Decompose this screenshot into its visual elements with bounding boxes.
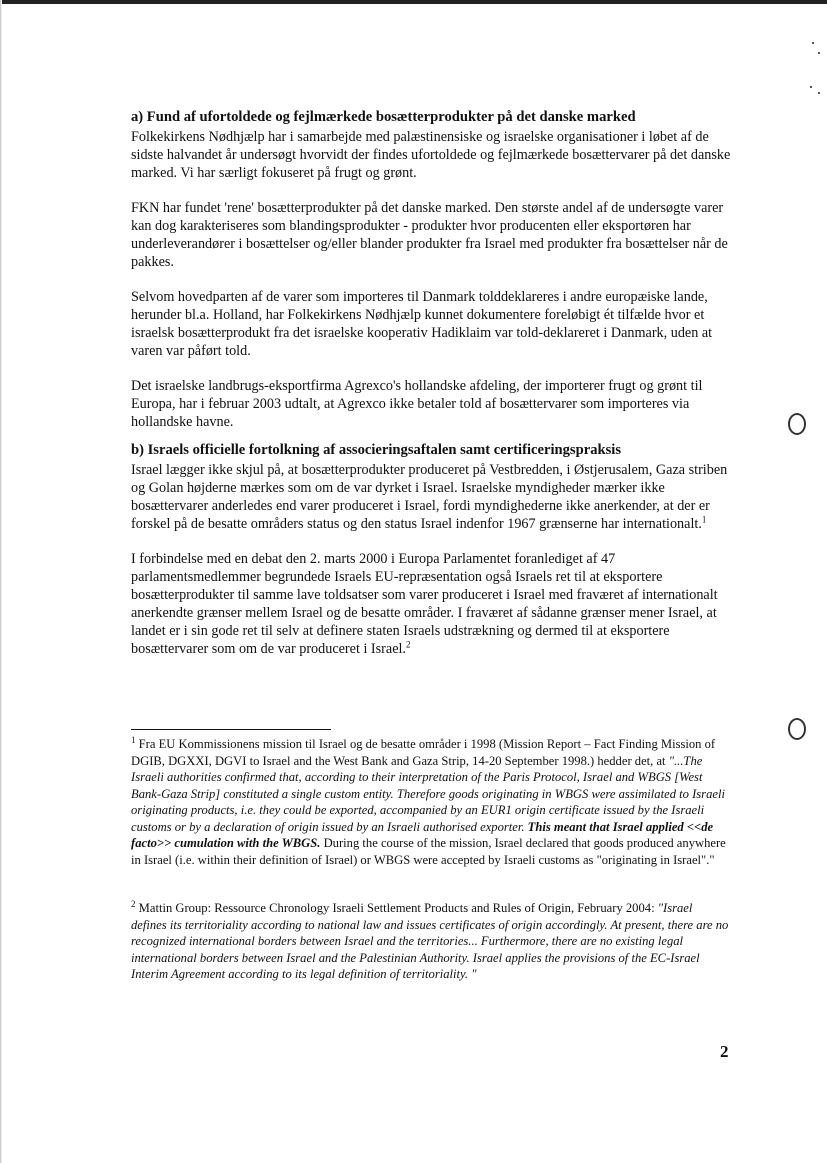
scan-speck (810, 86, 812, 88)
punch-hole-icon (788, 718, 806, 740)
footnote-2-number: 2 (131, 898, 136, 909)
section-a-paragraph-2: FKN har fundet 'rene' bosætterprodukter på det danske marked. Den største andel af de undersøgte varer kan dog karakteriseres som blandingsprodukter - produkter hvor producenten eller eksportøren har underleverandører i bosættelser og/eller blander produkter fra Israel med produkter fra bosættelser når de pakkes. (131, 200, 728, 270)
footnote-1-quote: "...The Israeli authorities confirmed that, according to their interpretation of the Paris Protocol, Israel and WBGS [West Bank-Gaza Strip] constituted a single custom entity. Therefore goods originating in WBGS were assimilated to Israeli originating products, i.e. they could be exported, accompanied by an EUR1 origin certificate issued by the Israeli customs or by a declaration of origin issued by an Israeli authorised exporter. (131, 753, 725, 834)
section-b-paragraph-1-text: Israel lægger ikke skjul på, at bosætterprodukter produceret på Vestbredden, i Østjerusalem, Gaza striben og Golan højderne mærkes som om de var dyrket i Israel. Israelske myndigheder mærker ikke bosættervarer anderledes end varer produceret i Israel, fordi myndighederne ikke anerkender, at der er forskel på de besatte områders status og den status Israel indenfor 1967 grænserne har internationalt. (131, 462, 728, 532)
footnote-separator (131, 729, 331, 730)
section-a-paragraph-4: Det israelske landbrugs-eksportfirma Agrexco's hollandske afdeling, der importerer frugt og grønt til Europa, har i februar 2003 udtalt, at Agrexco ikke betaler told af bosættervarer som importeres via hollandske havne. (131, 378, 703, 430)
page-number: 2 (720, 1042, 729, 1061)
footnote-ref-1: 1 (701, 514, 707, 525)
footnote-2-quote: "Israel defines its territoriality according to national law and issues certificates of origin accordingly. At present, there are no recognized international borders between Israel and the territories... Furthermore, there are no existing legal international borders between Israel and the Palestinian Authority. Israel applies the provisions of the EC-Israel Interim Agreement according to its legal definition of territoriality. " (131, 901, 729, 981)
footnote-1-number: 1 (131, 734, 136, 745)
footnote-2 (131, 900, 731, 983)
footnote-1 (131, 736, 731, 868)
scan-speck (818, 92, 820, 94)
footnote-ref-2: 2 (405, 639, 411, 650)
section-a-heading: a) Fund af ufortoldede og fejlmærkede bosætterprodukter på det danske marked (131, 109, 636, 125)
scan-left-edge (0, 0, 2, 1163)
footnote-1-tail: During the course of the mission, Israel declared that goods produced anywhere in Israel (i.e. within their definition of Israel) or WBGS were accepted by Israeli customs as "originating in Israel"." (131, 836, 726, 867)
section-b-heading: b) Israels officielle fortolkning af associeringsaftalen samt certificeringspraksis (131, 442, 622, 458)
section-a-paragraph-1: Folkekirkens Nødhjælp har i samarbejde med palæstinensiske og israelske organisationer i løbet af de sidste halvandet år undersøgt hvorvidt der findes ufortoldede og fejlmærkede bosættervarer på det danske marked. Vi har særligt fokuseret på frugt og grønt. (131, 129, 731, 181)
scan-top-edge (0, 0, 827, 4)
scan-speck (812, 42, 814, 44)
section-a-paragraph-3: Selvom hovedparten af de varer som importeres til Danmark tolddeklareres i andre europæiske lande, herunder bl.a. Holland, har Folkekirkens Nødhjælp kunnet dokumentere foreløbigt ét tilfælde hvor et israelsk bosætterprodukt fra det israelske kooperativ Hadiklaim var told-deklareret i Danmark, uden at varen var påført told. (131, 289, 713, 359)
section-b-paragraph-2 (131, 550, 731, 658)
scan-speck (818, 52, 820, 54)
main-text (131, 108, 731, 675)
punch-hole-icon (788, 413, 806, 435)
section-b-paragraph-1 (131, 461, 731, 533)
footnote-1-emphasis: This meant that Israel applied <<de facto>> cumulation with the WBGS. (131, 819, 714, 850)
section-b-paragraph-2-text: I forbindelse med en debat den 2. marts 2000 i Europa Parlamentet foranlediget af 47 parlamentsmedlemmer begrundede Israels EU-repræsentation også Israels ret til at eksportere bosætterprodukter til samme lave toldsatser som varer produceret i Israel med fraværet af internationalt anerkendte grænser mellem Israel og de besatte områder. I fraværet af sådanne grænser mener Israel, at landet er i sin gode ret til selv at definere staten Israels udstrækning og dermed til at eksportere bosættervarer som om de var produceret i Israel. (131, 551, 718, 657)
footnote-2-intro: Mattin Group: Ressource Chronology Israeli Settlement Products and Rules of Origin, February 2004: (138, 901, 658, 915)
footnote-1-intro: Fra EU Kommissionens mission til Israel og de besatte områder i 1998 (Mission Report – Fact Finding Mission of DGIB, DGXXI, DGVI to Israel and the West Bank and Gaza Strip, 14-20 September 1998.) hedder det, at (131, 737, 716, 768)
